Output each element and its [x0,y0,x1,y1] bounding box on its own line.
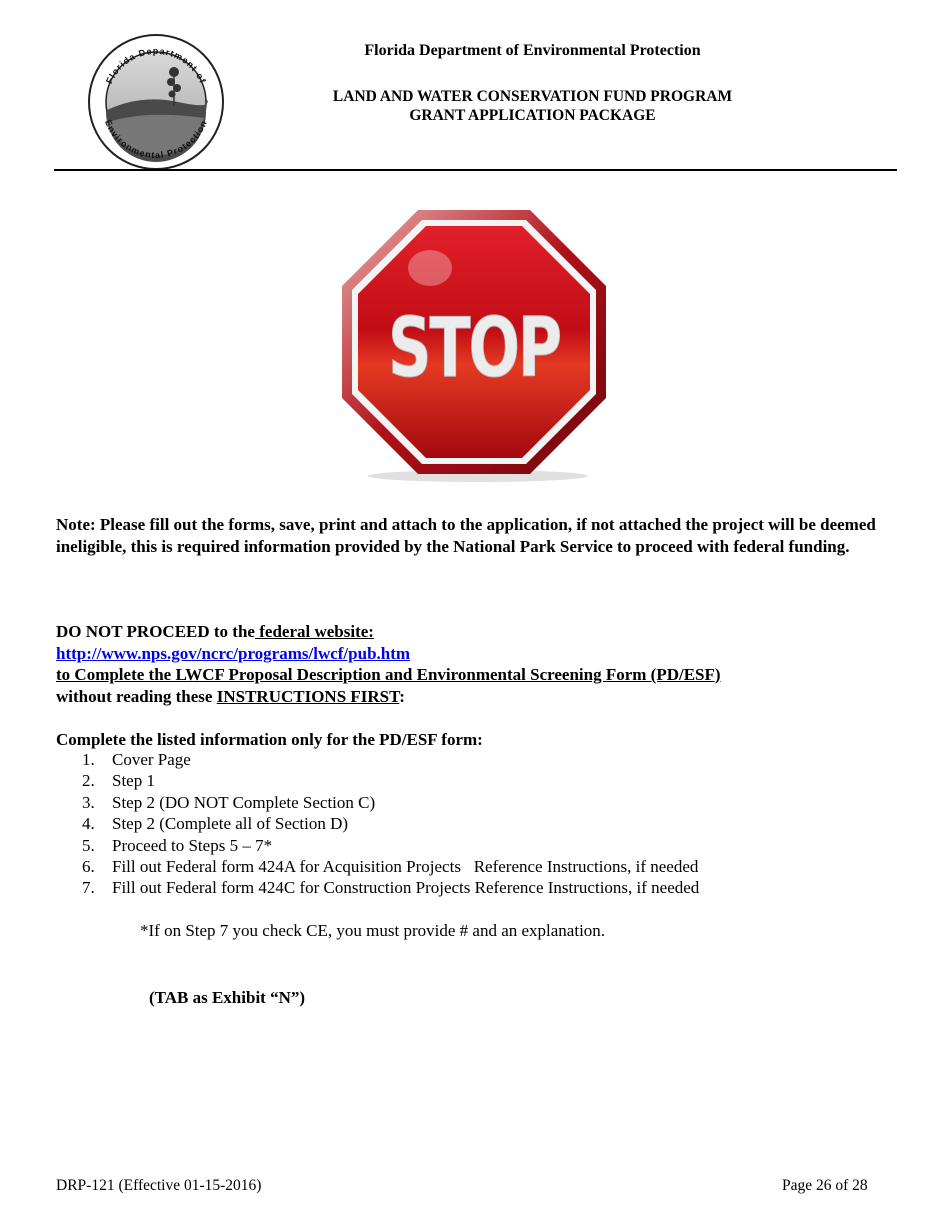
list-item: 3. Step 2 (DO NOT Complete Section C) [82,792,376,812]
steps-list [56,749,906,899]
stop-sign-text: STOP [388,301,560,396]
dep-seal-logo [86,32,226,172]
list-item: 5. Proceed to Steps 5 – 7* [82,835,273,855]
seal-text-top: Florida Department of [103,45,209,86]
program-title-line2: GRANT APPLICATION PACKAGE [409,107,656,124]
nps-lwcf-link[interactable]: http://www.nps.gov/ncrc/programs/lwcf/pub.htm [56,643,411,663]
header-divider [54,169,897,171]
list-item: 7. Fill out Federal form 424C for Construction Projects Reference Instructions, if needed [82,878,700,898]
list-item: 1. Cover Page [82,750,191,769]
list-item: 6. Fill out Federal form 424A for Acquisition Projects Reference Instructions, if needed [82,857,699,877]
instructions-block [56,621,906,707]
program-title [270,87,795,125]
list-item: 4. Step 2 (Complete all of Section D) [82,814,349,834]
agency-title: Florida Department of Environmental Protection [364,42,701,59]
federal-website-label: federal website: [254,622,374,641]
stop-sign-icon [338,204,610,484]
instructions-line4: without reading these INSTRUCTIONS FIRST: [56,686,405,706]
instructions-line1: DO NOT PROCEED to the federal website: [56,622,374,641]
tab-exhibit-label: (TAB as Exhibit “N”) [149,988,306,1007]
seal-text-bottom: Environmental Protection [102,118,210,161]
program-title-line1: LAND AND WATER CONSERVATION FUND PROGRAM [332,88,733,105]
list-item: 2. Step 1 [82,771,155,791]
instructions-line3: to Complete the LWCF Proposal Description and Environmental Screening Form (PD/ESF) [56,665,721,684]
page-number: Page 26 of 28 [782,1177,868,1194]
note-paragraph: Note: Please fill out the forms, save, print and attach to the application, if not attached the project will be deemed ineligible, this is required information provided by the National Park Service to proceed with federal funding. [56,515,876,556]
form-id: DRP-121 (Effective 01-15-2016) [56,1177,262,1194]
complete-heading: Complete the listed information only for the PD/ESF form: [56,730,483,749]
ce-footnote: *If on Step 7 you check CE, you must provide # and an explanation. [140,921,606,940]
